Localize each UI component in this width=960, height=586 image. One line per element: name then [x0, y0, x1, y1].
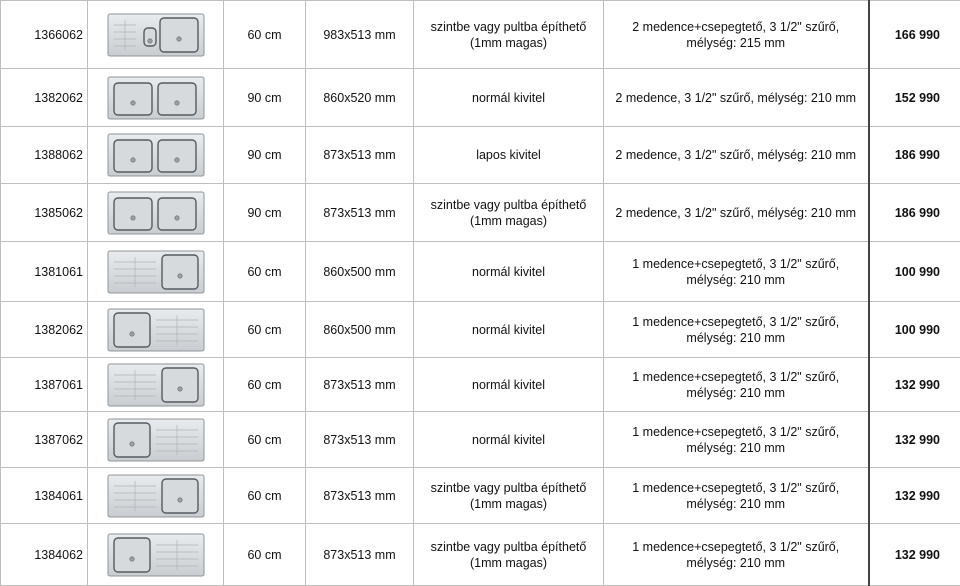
- size-cell: 860x500 mm: [306, 302, 414, 358]
- description-cell: 1 medence+csepegtető, 3 1/2" szűrő, mélység: 210 mm: [604, 358, 869, 412]
- product-code: 1384062: [1, 524, 88, 586]
- description-cell: 1 medence+csepegtető, 3 1/2" szűrő, mélység: 210 mm: [604, 468, 869, 524]
- width-cell: 60 cm: [224, 302, 306, 358]
- width-cell: 60 cm: [224, 468, 306, 524]
- sink-double-bowl-icon: [88, 184, 224, 242]
- type-cell: szintbe vagy pultba építhető (1mm magas): [414, 524, 604, 586]
- product-code: 1387061: [1, 358, 88, 412]
- price-cell: 186 990: [869, 127, 960, 184]
- product-code: 1388062: [1, 127, 88, 184]
- table-row: [1, 69, 960, 127]
- sink-double-bowl-icon: [88, 127, 224, 184]
- sink-double-bowl-left-drainer-icon: [88, 1, 224, 69]
- width-cell: 60 cm: [224, 358, 306, 412]
- description-cell: 1 medence+csepegtető, 3 1/2" szűrő, mélység: 210 mm: [604, 412, 869, 468]
- description-cell: 2 medence+csepegtető, 3 1/2" szűrő, mélység: 215 mm: [604, 1, 869, 69]
- table-row: [1, 184, 960, 242]
- product-code: 1384061: [1, 468, 88, 524]
- price-cell: 100 990: [869, 302, 960, 358]
- product-code: 1366062: [1, 1, 88, 69]
- table-row: [1, 412, 960, 468]
- description-cell: 1 medence+csepegtető, 3 1/2" szűrő, mélység: 210 mm: [604, 242, 869, 302]
- table-row: [1, 1, 960, 69]
- type-cell: szintbe vagy pultba építhető (1mm magas): [414, 1, 604, 69]
- price-cell: 100 990: [869, 242, 960, 302]
- price-cell: 132 990: [869, 412, 960, 468]
- type-cell: normál kivitel: [414, 412, 604, 468]
- product-code: 1382062: [1, 302, 88, 358]
- type-cell: normál kivitel: [414, 242, 604, 302]
- sink-single-bowl-right-drainer-icon: [88, 524, 224, 586]
- width-cell: 60 cm: [224, 412, 306, 468]
- type-cell: normál kivitel: [414, 358, 604, 412]
- type-cell: normál kivitel: [414, 302, 604, 358]
- width-cell: 90 cm: [224, 184, 306, 242]
- size-cell: 873x513 mm: [306, 184, 414, 242]
- price-cell: 132 990: [869, 468, 960, 524]
- product-rows: [1, 1, 960, 586]
- type-cell: lapos kivitel: [414, 127, 604, 184]
- sink-single-bowl-right-drainer-icon: [88, 302, 224, 358]
- sink-single-bowl-left-drainer-icon: [88, 358, 224, 412]
- width-cell: 60 cm: [224, 242, 306, 302]
- table-row: [1, 468, 960, 524]
- table-row: [1, 127, 960, 184]
- price-cell: 166 990: [869, 1, 960, 69]
- description-cell: 2 medence, 3 1/2" szűrő, mélység: 210 mm: [604, 184, 869, 242]
- size-cell: 873x513 mm: [306, 127, 414, 184]
- width-cell: 60 cm: [224, 1, 306, 69]
- width-cell: 60 cm: [224, 524, 306, 586]
- width-cell: 90 cm: [224, 69, 306, 127]
- product-code: 1381061: [1, 242, 88, 302]
- product-code: 1385062: [1, 184, 88, 242]
- product-code: 1387062: [1, 412, 88, 468]
- size-cell: 860x520 mm: [306, 69, 414, 127]
- type-cell: szintbe vagy pultba építhető (1mm magas): [414, 468, 604, 524]
- price-cell: 186 990: [869, 184, 960, 242]
- size-cell: 873x513 mm: [306, 524, 414, 586]
- type-cell: normál kivitel: [414, 69, 604, 127]
- description-cell: 1 medence+csepegtető, 3 1/2" szűrő, mélység: 210 mm: [604, 302, 869, 358]
- description-cell: 1 medence+csepegtető, 3 1/2" szűrő, mélység: 210 mm: [604, 524, 869, 586]
- sink-single-bowl-left-drainer-icon: [88, 468, 224, 524]
- size-cell: 983x513 mm: [306, 1, 414, 69]
- table-row: [1, 358, 960, 412]
- table-row: [1, 242, 960, 302]
- description-cell: 2 medence, 3 1/2" szűrő, mélység: 210 mm: [604, 69, 869, 127]
- size-cell: 860x500 mm: [306, 242, 414, 302]
- size-cell: 873x513 mm: [306, 358, 414, 412]
- sink-single-bowl-left-drainer-icon: [88, 242, 224, 302]
- table-row: [1, 524, 960, 586]
- sink-double-bowl-icon: [88, 69, 224, 127]
- description-cell: 2 medence, 3 1/2" szűrő, mélység: 210 mm: [604, 127, 869, 184]
- width-cell: 90 cm: [224, 127, 306, 184]
- size-cell: 873x513 mm: [306, 468, 414, 524]
- sink-single-bowl-right-drainer-icon: [88, 412, 224, 468]
- table-row: [1, 302, 960, 358]
- price-cell: 132 990: [869, 358, 960, 412]
- price-cell: 132 990: [869, 524, 960, 586]
- product-code: 1382062: [1, 69, 88, 127]
- price-cell: 152 990: [869, 69, 960, 127]
- type-cell: szintbe vagy pultba építhető (1mm magas): [414, 184, 604, 242]
- size-cell: 873x513 mm: [306, 412, 414, 468]
